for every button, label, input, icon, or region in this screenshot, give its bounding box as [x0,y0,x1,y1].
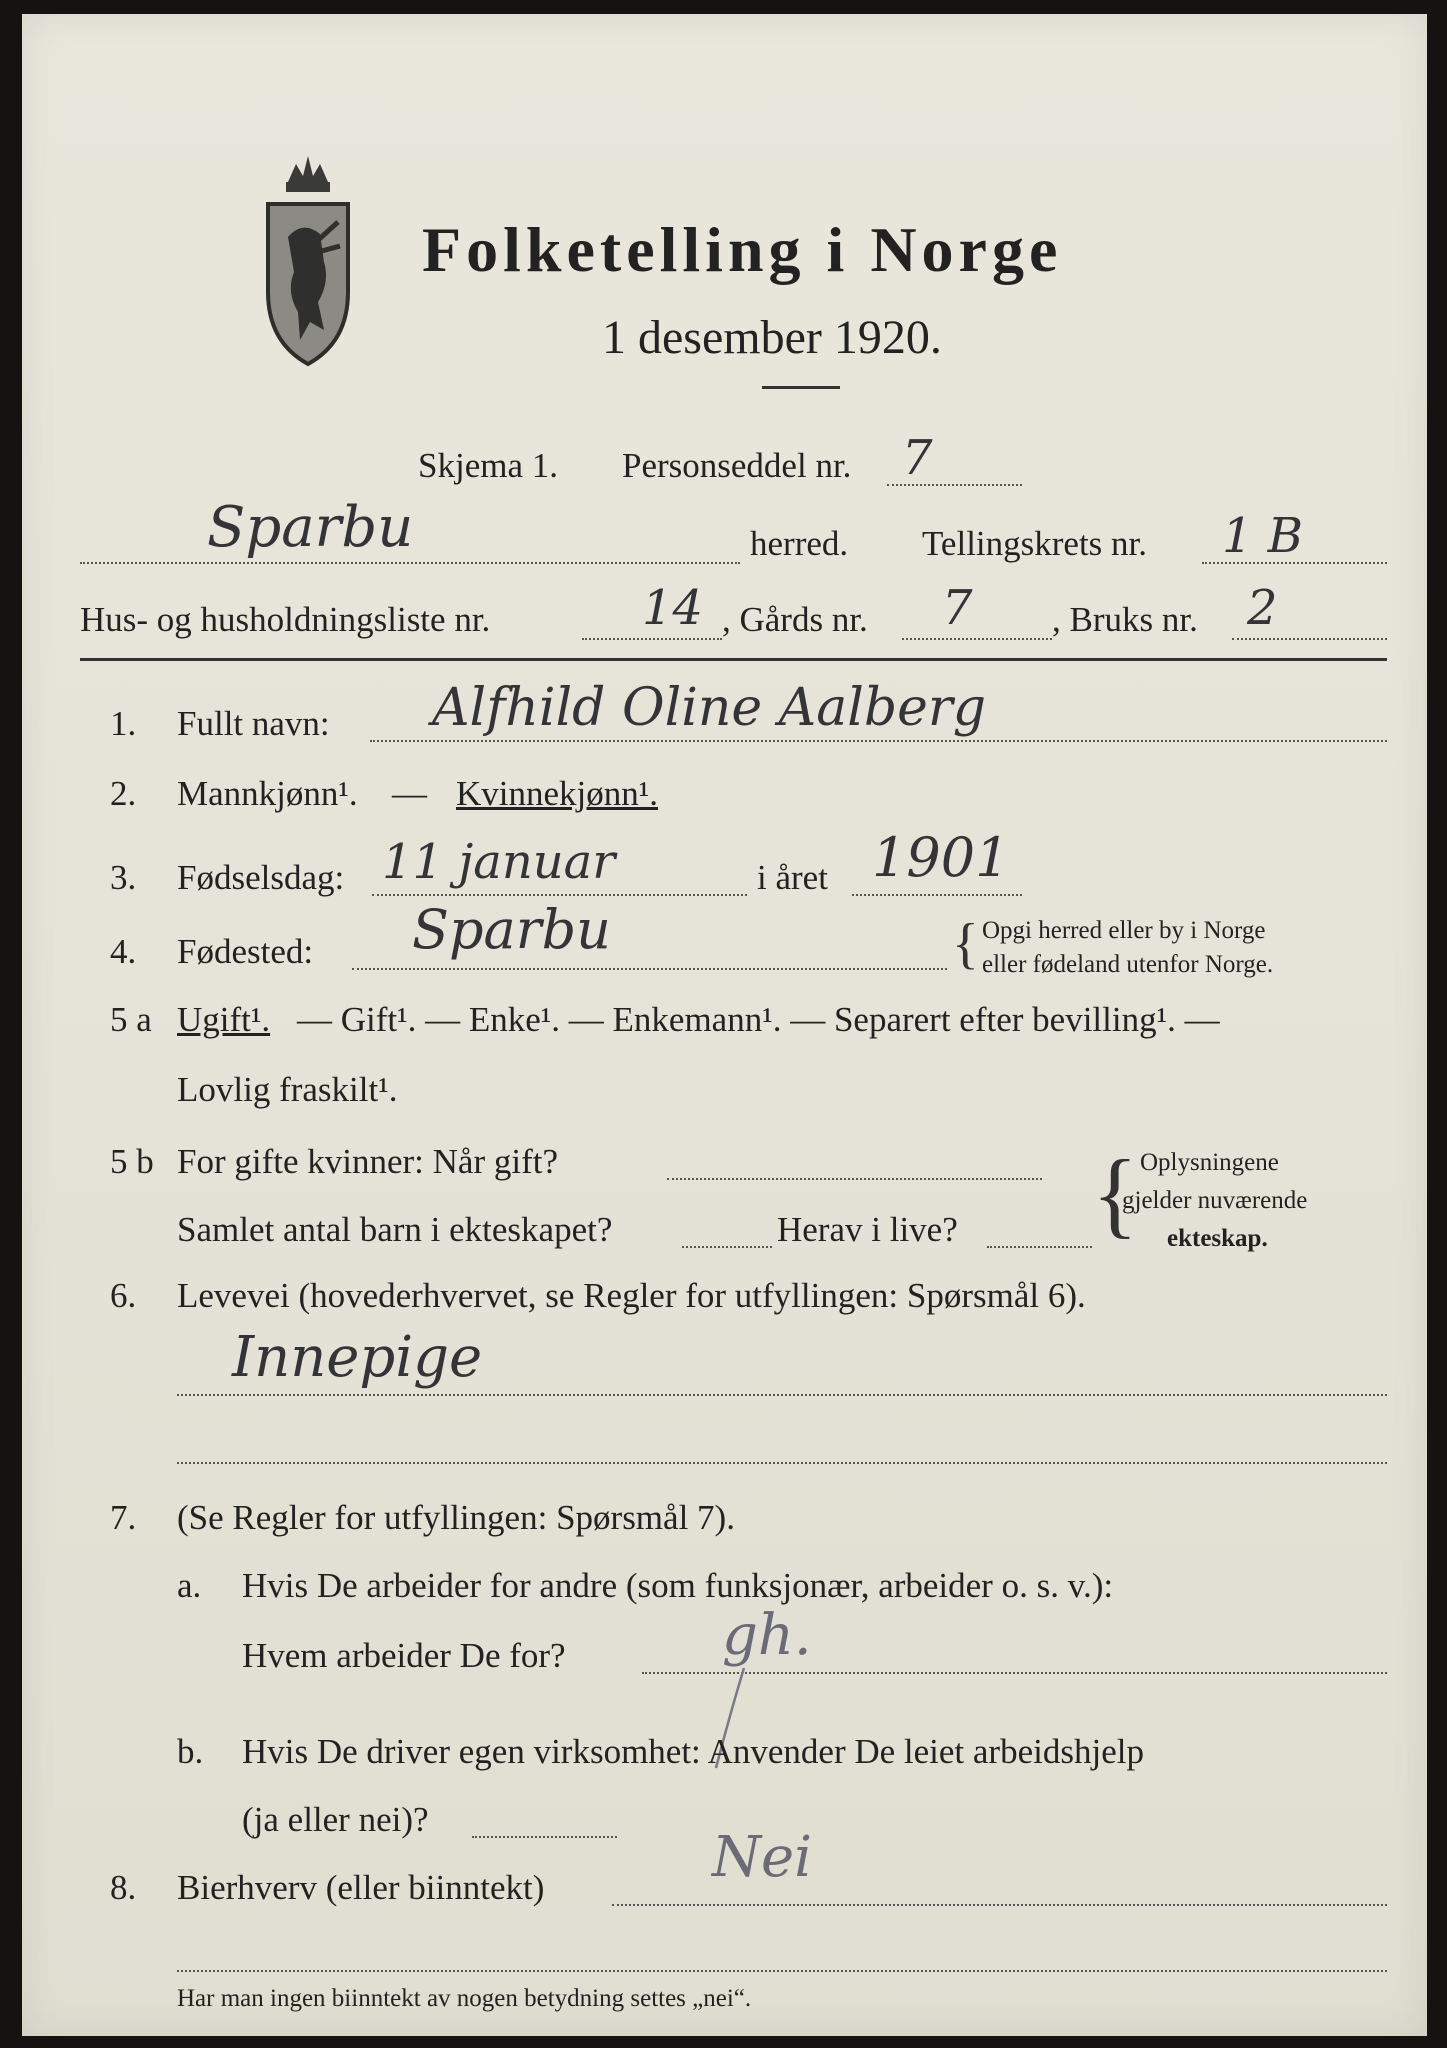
q3-line [372,894,747,896]
herred-line [80,562,740,564]
q3-value: 11 januar [382,834,616,890]
q4-number: 4. [110,932,137,971]
personseddel-label: Personseddel nr. [622,446,852,485]
bruks-line [1232,638,1387,640]
q5b-married-line [667,1178,1042,1180]
q2-female-selected: Kvinnekjønn¹. [456,774,659,813]
census-date: 1 desember 1920. [602,311,942,364]
personseddel-value: 7 [902,430,933,486]
q5b-note-brace: { [1092,1140,1139,1247]
q8-value: Nei [712,1825,813,1890]
q6-line1 [177,1394,1387,1396]
census-form-sheet [22,14,1427,2036]
form-title: Folketelling i Norge [422,214,1063,285]
q3-number: 3. [110,858,137,897]
q5b-alive-line [987,1246,1092,1248]
gards-label: , Gårds nr. [722,600,868,639]
q4-note-line2: eller fødeland utenfor Norge. [982,951,1274,978]
q3-label: Fødselsdag: [177,858,345,897]
q8-line2 [177,1970,1387,1972]
q7b-line [472,1836,617,1838]
q3-year-value: 1901 [872,826,1010,889]
q1-line [370,740,1387,742]
q8-label: Bierhverv (eller biinntekt) [177,1868,545,1907]
q5b-label: For gifte kvinner: Når gift? [177,1142,559,1181]
q7a-employer-label: Hvem arbeider De for? [242,1636,566,1675]
q5b-alive-label: Herav i live? [777,1210,958,1249]
q6-label: Levevei (hovederhvervet, se Regler for utfyllingen: Spørsmål 6). [177,1276,1086,1315]
q1-number: 1. [110,704,137,743]
footer-note: Har man ingen biinntekt av nogen betydning settes „nei“. [177,1985,752,2012]
q1-value: Alfhild Oline Aalberg [432,678,987,738]
q5b-note-line3: ekteskap. [1167,1225,1268,1252]
q4-note-line1: Opgi herred eller by i Norge [982,917,1266,944]
q5b-note-line1: Oplysningene [1140,1149,1279,1176]
q1-label: Fullt navn: [177,704,330,743]
bruks-value: 2 [1247,580,1278,636]
schema-label: Skjema 1. [418,446,558,485]
header-divider [80,658,1387,661]
husliste-value: 14 [642,580,704,636]
tellingskrets-label: Tellingskrets nr. [922,524,1148,563]
title-divider [762,386,840,389]
q5a-ugift-selected: Ugift¹. [177,1000,271,1039]
q3-year-label: i året [757,858,828,897]
q5a-options: — Gift¹. — Enke¹. — Enkemann¹. — Separert efter bevilling¹. — [297,1000,1220,1039]
q5a-line2: Lovlig fraskilt¹. [177,1070,398,1109]
q5a-number: 5 a [110,1000,152,1039]
bruks-label: , Bruks nr. [1052,600,1198,639]
q8-number: 8. [110,1868,137,1907]
q7a-employer-line [642,1672,1387,1674]
q5b-note-line2: gjelder nuværende [1122,1187,1308,1214]
husliste-label: Hus- og husholdningsliste nr. [80,600,491,639]
q5b-number: 5 b [110,1142,154,1181]
q7a-value: gh. [722,1603,812,1668]
q7-number: 7. [110,1498,137,1537]
q6-value: Innepige [232,1325,483,1390]
herred-value: Sparbu [207,495,414,560]
q4-label: Fødested: [177,932,314,971]
q7b-number: b. [177,1732,204,1771]
gards-line [902,638,1052,640]
q7a-label: Hvis De arbeider for andre (som funksjonær, arbeider o. s. v.): [242,1566,1114,1605]
q7b-label: Hvis De driver egen virksomhet: Anvender De leiet arbeidshjelp [242,1732,1144,1771]
q4-line [352,968,947,970]
q2-number: 2. [110,774,137,813]
q5b-children-label: Samlet antal barn i ekteskapet? [177,1210,613,1249]
q3-year-line [852,894,1022,896]
q4-value: Sparbu [412,898,611,961]
q2-separator: — [392,774,427,813]
husliste-line [582,638,722,640]
q5b-children-line [682,1246,772,1248]
norwegian-coat-of-arms-icon [248,142,368,372]
q7a-number: a. [177,1566,202,1605]
gards-value: 7 [942,580,973,636]
q7b-label2: (ja eller nei)? [242,1800,429,1839]
q6-line2 [177,1462,1387,1464]
q8-line [612,1904,1387,1906]
herred-label: herred. [750,524,849,563]
tellingskrets-value: 1 B [1222,508,1304,564]
q7-label: (Se Regler for utfyllingen: Spørsmål 7). [177,1498,735,1537]
q4-note-brace: { [952,913,979,975]
q2-male: Mannkjønn¹. [177,774,358,813]
q6-number: 6. [110,1276,137,1315]
